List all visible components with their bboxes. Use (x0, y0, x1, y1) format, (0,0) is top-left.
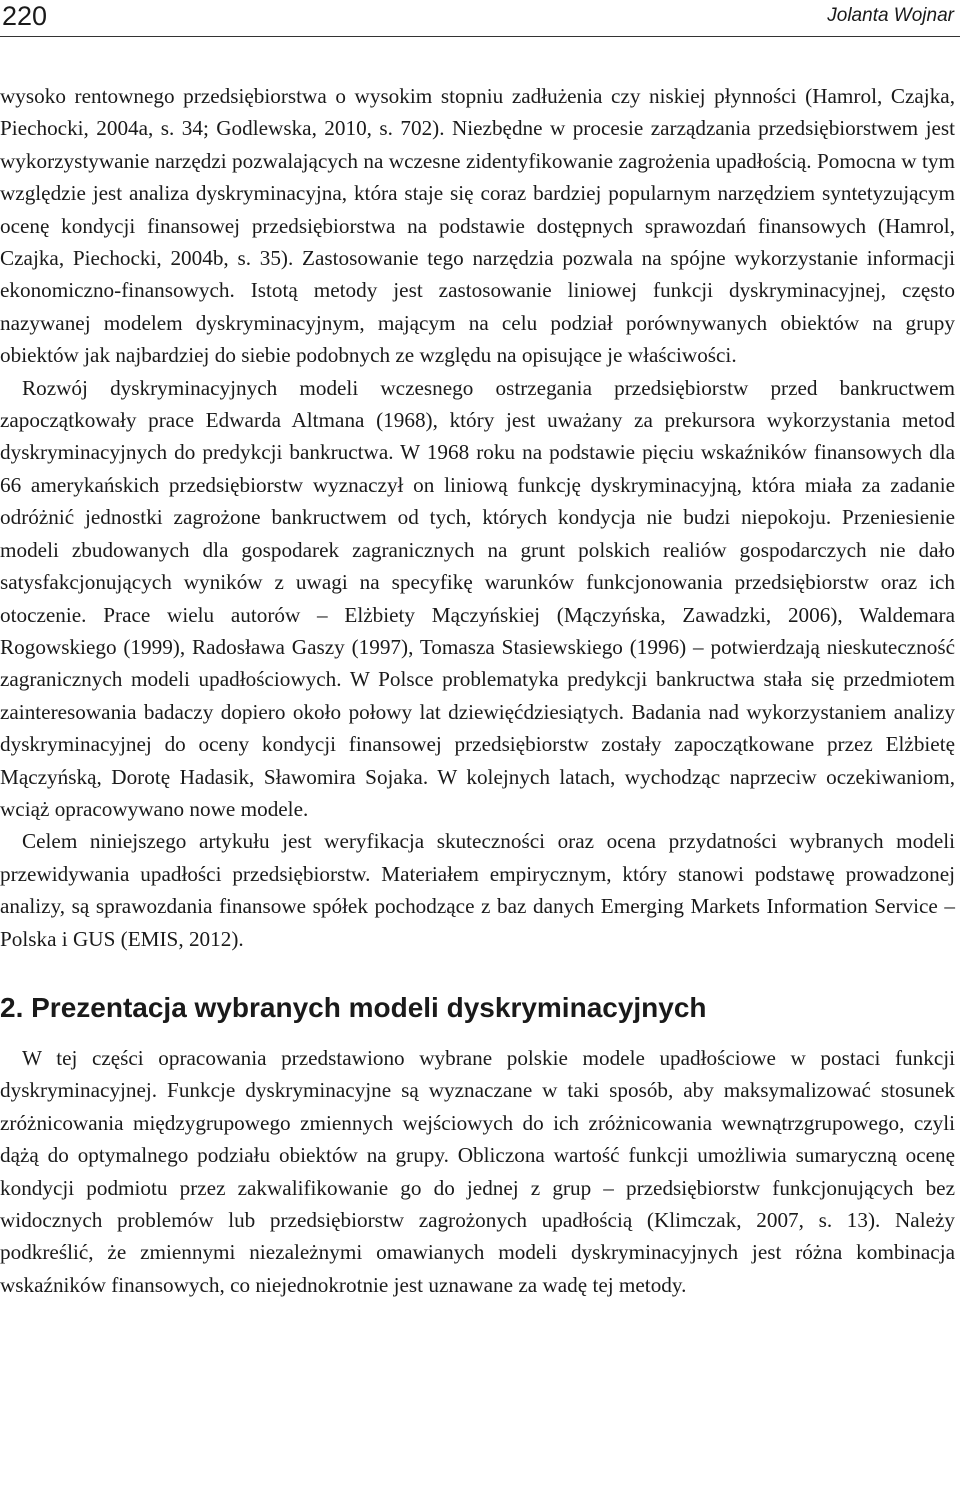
paragraph-section-intro: W tej części opracowania przedstawiono wybrane polskie modele upadłościowe w postaci funkcji dyskryminacyjnej. Funkcje dyskryminacyjne są wyznaczane w taki sposób, aby maksymalizować stosunek zróżnicowania międzygrupowego zmiennych wejściowych do ich zróżnicowania wewnątrzgrupowego, czyli dążą do optymalnego podziału obiektów na grupy. Obliczona wartość funkcji umożliwia sumaryczną ocenę kondycji podmiotu przez zakwalifikowanie go do jednej z grup – przedsiębiorstw funkcjonujących bez widocznych problemów lub przedsiębiorstw zagrożonych upadłością (Klimczak, 2007, s. 13). Należy podkreślić, że zmiennymi niezależnymi omawianych modeli dyskryminacyjnych jest różna kombinacja wskaźników finansowych, co niejednokrotnie jest uznawane za wadę tej metody. (0, 1045, 955, 1297)
paragraph-continued: wysoko rentownego przedsiębiorstwa o wysokim stopniu zadłużenia czy niskiej płynności (Hamrol, Czajka, Piechocki, 2004a, s. 34; Godlewska, 2010, s. 702). Niezbędne w procesie zarządzania przedsiębiorstwem jest wykorzystywanie narzędzi pozwalających na wczesne zidentyfikowanie zagrożenia upadłością. Pomocna w tym względzie jest analiza dyskryminacyjna, która staje się coraz bardziej popularnym narzędziem syntetyzującym ocenę kondycji finansowej przedsiębiorstwa na podstawie dostępnych sprawozdań finansowych (Hamrol, Czajka, Piechocki, 2004b, s. 35). Zastosowanie tego narzędzia pozwala na spójne wykorzystanie informacji ekonomiczno-finansowych. Istotą metody jest zastosowanie liniowej funkcji dyskryminacyjnej, często nazywanej modelem dyskryminacyjnym, mającym na celu podział porównywanych obiektów na grupy obiektów jak najbardziej do siebie podobnych ze względu na opisujące je właściwości. (0, 84, 955, 368)
running-author: Jolanta Wojnar (827, 5, 954, 26)
article-body (0, 80, 955, 1301)
running-header (0, 0, 960, 37)
section-heading: 2. Prezentacja wybranych modeli dyskryminacyjnych (0, 991, 707, 1023)
paragraph-article-aim: Celem niniejszego artykułu jest weryfikacja skuteczności oraz ocena przydatności wybranych modeli przewidywania upadłości przedsiębiorstw. Materiałem empirycznym, który stanowi podstawę prowadzonej analizy, są sprawozdania finansowe spółek pochodzące z baz danych Emerging Markets Information Service – Polska i GUS (EMIS, 2012). (0, 829, 955, 951)
paragraph-altman-history: Rozwój dyskryminacyjnych modeli wczesnego ostrzegania przedsiębiorstw przed bankructwem zapoczątkowały prace Edwarda Altmana (1968), który jest uważany za prekursora wykorzystania metod dyskryminacyjnych do predykcji bankructwa. W 1968 roku na podstawie pięciu wskaźników finansowych dla 66 amerykańskich przedsiębiorstw wyznaczył on liniową funkcję dyskryminacyjną, która miała za zadanie odróżnić jednostki zagrożone bankructwem od tych, których kondycja nie budzi niepokoju. Przeniesienie modeli zbudowanych dla gospodarek zagranicznych na grunt polskich realiów gospodarczych nie dało satysfakcjonujących wyników z uwagi na specyfikę warunków funkcjonowania przedsiębiorstw oraz ich otoczenie. Prace wielu autorów – Elżbiety Mączyńskiej (Mączyńska, Zawadzki, 2006), Waldemara Rogowskiego (1999), Radosława Gaszy (1997), Tomasza Stasiewskiego (1996) – potwierdzają nieskuteczność zagranicznych modeli upadłościowych. W Polsce problematyka predykcji bankructwa stała się przedmiotem zainteresowania badaczy dopiero około połowy lat dziewięćdziesiątych. Badania nad wykorzystaniem analizy dyskryminacyjnej do oceny kondycji finansowej przedsiębiorstw zostały zapoczątkowane przez Elżbietę Mączyńską, Dorotę Hadasik, Sławomira Sojaka. W kolejnych latach, wychodząc naprzeciw oczekiwaniom, wciąż opracowywano nowe modele. (0, 375, 955, 821)
page-number: 220 (2, 1, 48, 31)
